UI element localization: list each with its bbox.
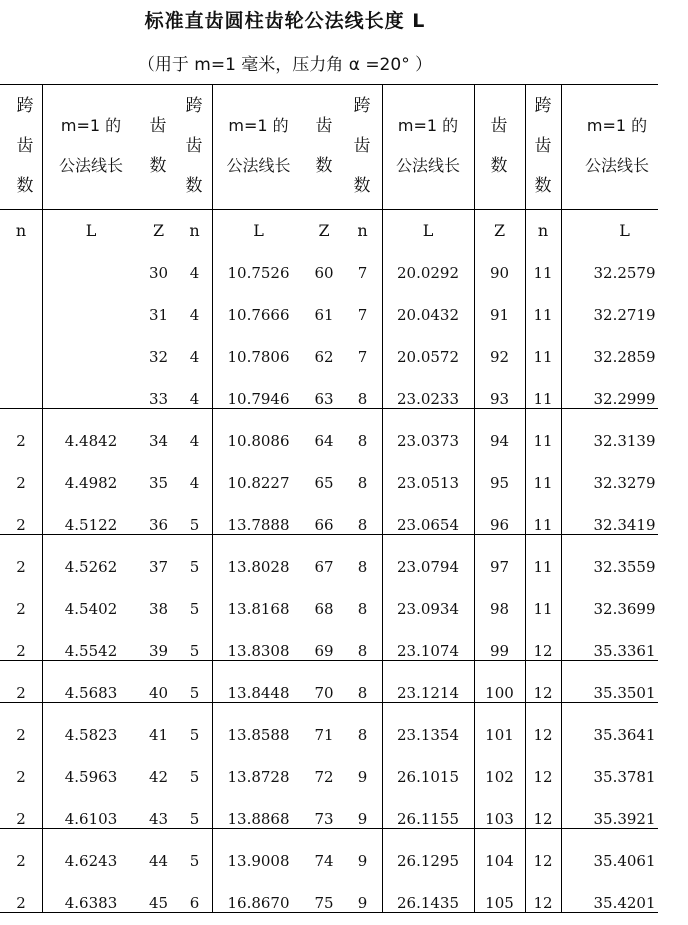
table-cell-teeth-z: 98 — [489, 600, 510, 618]
table-cell-length-l: 10.8227 — [227, 474, 290, 492]
header-span-teeth — [347, 86, 377, 206]
table-cell-length-l: 13.8868 — [227, 810, 290, 828]
table-cell-length-l: 10.7666 — [227, 306, 290, 324]
table-cell-length-l: 26.1295 — [396, 852, 460, 870]
table-cell-span-n: 11 — [533, 306, 553, 324]
table-cell-length-l: 23.0373 — [396, 432, 460, 450]
table-cell-length-l: 20.0432 — [396, 306, 460, 324]
table-cell-span-n: 4 — [189, 306, 200, 324]
table-cell-length-l: 32.3419 — [593, 516, 656, 534]
header-symbol: n — [357, 221, 368, 240]
table-cell-span-n: 2 — [16, 474, 26, 492]
table-cell-teeth-z: 90 — [489, 264, 510, 282]
table-cell-length-l: 35.3361 — [593, 642, 656, 660]
table-cell-length-l: 32.2579 — [593, 264, 656, 282]
table-cell-span-n: 5 — [189, 558, 200, 576]
header-char: 齿 — [185, 136, 203, 156]
table-cell-span-n: 2 — [16, 852, 26, 870]
table-cell-length-l: 32.2999 — [593, 390, 656, 408]
table-cell-length-l: 13.7888 — [227, 516, 290, 534]
table-cell-span-n: 11 — [533, 600, 553, 618]
table-cell-length-l: 32.2859 — [593, 348, 656, 366]
table-cell-span-n: 8 — [357, 516, 368, 534]
table-cell-length-l: 10.7946 — [227, 390, 290, 408]
header-line: m=1 的 — [60, 116, 122, 135]
table-cell-span-n: 2 — [16, 432, 26, 450]
table-cell-length-l: 35.3781 — [593, 768, 656, 786]
table-cell-teeth-z: 40 — [148, 684, 169, 702]
table-cell-span-n: 12 — [533, 852, 553, 870]
table-cell-length-l: 35.3501 — [593, 684, 656, 702]
table-cell-span-n: 12 — [533, 768, 553, 786]
table-cell-span-n — [0, 263, 42, 283]
table-cell-length-l: 4.4982 — [64, 474, 118, 492]
table-cell-teeth-z: 62 — [314, 348, 334, 366]
column-rule — [382, 84, 383, 912]
column-rule — [212, 84, 213, 912]
table-cell-span-n: 5 — [189, 516, 200, 534]
table-cell-span-n: 11 — [533, 558, 553, 576]
table-cell-span-n: 4 — [189, 432, 200, 450]
table-cell-teeth-z: 35 — [148, 474, 169, 492]
table-cell-length-l: 35.3641 — [593, 726, 656, 744]
table-cell-length-l: 20.0292 — [396, 264, 460, 282]
table-cell-length-l: 4.5402 — [64, 600, 118, 618]
table-cell-length-l: 35.4201 — [593, 894, 656, 912]
table-cell-span-n: 8 — [357, 432, 368, 450]
table-cell-span-n: 2 — [16, 684, 26, 702]
table-cell-span-n: 8 — [357, 600, 368, 618]
table-cell-span-n: 12 — [533, 726, 553, 744]
header-normal-length — [561, 106, 673, 186]
table-cell-span-n: 9 — [357, 768, 368, 786]
header-char: 跨 — [353, 96, 371, 116]
table-cell-teeth-z: 61 — [314, 306, 334, 324]
header-char: 跨 — [534, 96, 552, 116]
table-cell-teeth-z: 33 — [148, 390, 169, 408]
table-cell-span-n: 11 — [533, 432, 553, 450]
header-teeth — [479, 106, 519, 186]
table-cell-span-n: 4 — [189, 348, 200, 366]
table-cell-teeth-z: 103 — [485, 810, 514, 828]
table-cell-span-n: 2 — [16, 558, 26, 576]
table-cell-teeth-z: 93 — [489, 390, 510, 408]
table-cell-span-n: 2 — [16, 516, 26, 534]
header-normal-length — [212, 106, 305, 186]
table-cell-teeth-z: 92 — [489, 348, 510, 366]
table-cell-length-l: 32.3139 — [593, 432, 656, 450]
table-subtitle: （用于 m=1 毫米，压力角 α =20° ） — [137, 55, 433, 75]
header-char: 数 — [149, 156, 167, 176]
table-cell-length-l: 20.0572 — [396, 348, 460, 366]
table-cell-length-l: 26.1435 — [396, 894, 460, 912]
table-cell-span-n: 8 — [357, 726, 368, 744]
header-char: 齿 — [490, 116, 508, 136]
table-cell-span-n: 11 — [533, 348, 553, 366]
header-normal-length — [42, 106, 140, 186]
header-symbol: n — [189, 221, 200, 240]
header-char: 数 — [353, 176, 371, 196]
table-cell-length-l: 32.2719 — [593, 306, 656, 324]
table-cell-length-l: 35.3921 — [593, 810, 656, 828]
table-cell-teeth-z: 38 — [148, 600, 169, 618]
table-cell-span-n: 8 — [357, 474, 368, 492]
table-cell-teeth-z: 45 — [148, 894, 169, 912]
table-cell-length-l: 23.0934 — [396, 600, 460, 618]
header-symbol: n — [15, 221, 27, 240]
table-cell-span-n: 7 — [357, 306, 368, 324]
table-cell-span-n: 5 — [189, 684, 200, 702]
table-cell-length-l: 16.8670 — [227, 894, 290, 912]
header-teeth — [138, 106, 178, 186]
header-char: 跨 — [16, 96, 34, 116]
table-cell-teeth-z: 91 — [489, 306, 510, 324]
column-rule — [525, 84, 526, 912]
header-char: 齿 — [315, 116, 333, 136]
table-cell-span-n: 5 — [189, 600, 200, 618]
header-char: 齿 — [534, 136, 552, 156]
table-cell-teeth-z: 70 — [314, 684, 334, 702]
table-cell-teeth-z: 75 — [314, 894, 334, 912]
table-cell-span-n: 4 — [189, 264, 200, 282]
table-cell-length-l: 23.0233 — [396, 390, 460, 408]
table-cell-length-l: 23.1074 — [396, 642, 460, 660]
table-cell-teeth-z: 104 — [485, 852, 514, 870]
table-cell-span-n: 2 — [16, 642, 26, 660]
table-title: 标准直齿圆柱齿轮公法线长度 L — [144, 10, 426, 32]
table-cell-length-l: 13.9008 — [227, 852, 290, 870]
table-cell-span-n: 5 — [189, 852, 200, 870]
table-cell-span-n — [0, 305, 42, 325]
table-cell-span-n: 11 — [533, 264, 553, 282]
table-cell-teeth-z: 30 — [148, 264, 169, 282]
header-span-teeth — [179, 86, 209, 206]
table-cell-teeth-z: 32 — [148, 348, 169, 366]
table-cell-teeth-z: 68 — [314, 600, 334, 618]
header-char: 齿 — [353, 136, 371, 156]
table-cell-teeth-z: 44 — [148, 852, 169, 870]
table-cell-teeth-z: 67 — [314, 558, 334, 576]
table-cell-span-n: 4 — [189, 390, 200, 408]
table-cell-span-n: 11 — [533, 516, 553, 534]
table-cell-teeth-z: 94 — [489, 432, 510, 450]
table-cell-length-l: 26.1155 — [396, 810, 460, 828]
table-cell-span-n: 7 — [357, 348, 368, 366]
table-cell-span-n: 12 — [533, 684, 553, 702]
table-cell-length-l: 13.8448 — [227, 684, 290, 702]
table-cell-teeth-z: 42 — [148, 768, 169, 786]
table-cell-span-n: 8 — [357, 558, 368, 576]
table-cell-length-l: 32.3559 — [593, 558, 656, 576]
table-cell-length-l: 23.1214 — [396, 684, 460, 702]
table-cell-length-l: 4.4842 — [64, 432, 118, 450]
table-cell-span-n: 12 — [533, 642, 553, 660]
header-line: m=1 的 — [228, 116, 289, 135]
table-cell-length-l — [42, 389, 140, 409]
header-symbol: L — [422, 221, 434, 240]
header-char: 数 — [490, 156, 508, 176]
table-cell-span-n: 12 — [533, 810, 553, 828]
header-line: m=1 的 — [397, 116, 459, 135]
table-cell-teeth-z: 34 — [148, 432, 169, 450]
header-normal-length — [382, 106, 474, 186]
table-cell-teeth-z: 101 — [485, 726, 514, 744]
header-line: 公法线长 — [584, 156, 649, 175]
header-symbol: L — [85, 221, 97, 240]
table-cell-teeth-z: 74 — [314, 852, 334, 870]
table-cell-length-l: 13.8308 — [227, 642, 290, 660]
table-cell-span-n: 2 — [16, 894, 26, 912]
table-cell-teeth-z: 41 — [148, 726, 169, 744]
header-symbol: n — [537, 221, 549, 240]
table-cell-length-l: 32.3279 — [593, 474, 656, 492]
table-cell-teeth-z: 102 — [485, 768, 514, 786]
table-cell-length-l: 4.5122 — [64, 516, 118, 534]
header-teeth — [304, 106, 344, 186]
table-cell-span-n: 8 — [357, 684, 368, 702]
table-cell-teeth-z: 43 — [148, 810, 169, 828]
table-cell-span-n: 4 — [189, 474, 200, 492]
table-cell-teeth-z: 72 — [314, 768, 334, 786]
table-cell-span-n: 2 — [16, 810, 26, 828]
table-cell-span-n: 12 — [533, 894, 553, 912]
header-char: 齿 — [149, 116, 167, 136]
table-cell-teeth-z: 71 — [314, 726, 334, 744]
header-char: 跨 — [185, 96, 203, 116]
table-cell-teeth-z: 97 — [489, 558, 510, 576]
table-cell-length-l: 4.5542 — [64, 642, 118, 660]
table-cell-length-l: 10.8086 — [227, 432, 290, 450]
table-cell-span-n: 9 — [357, 852, 368, 870]
table-cell-length-l: 23.0513 — [396, 474, 460, 492]
table-cell-teeth-z: 73 — [314, 810, 334, 828]
table-cell-span-n — [0, 389, 42, 409]
table-cell-teeth-z: 39 — [148, 642, 169, 660]
table-cell-length-l: 10.7526 — [227, 264, 290, 282]
table-cell-length-l: 23.1354 — [396, 726, 460, 744]
table-cell-length-l: 4.6243 — [64, 852, 118, 870]
table-cell-length-l: 13.8728 — [227, 768, 290, 786]
table-cell-length-l — [42, 263, 140, 283]
top-rule — [0, 84, 658, 85]
header-symbol: L — [253, 221, 264, 240]
table-cell-length-l: 32.3699 — [593, 600, 656, 618]
table-cell-length-l: 4.5683 — [64, 684, 118, 702]
table-cell-length-l: 35.4061 — [593, 852, 656, 870]
table-cell-span-n: 8 — [357, 390, 368, 408]
header-char: 数 — [16, 176, 34, 196]
table-cell-span-n: 11 — [533, 474, 553, 492]
table-cell-length-l: 4.5262 — [64, 558, 118, 576]
table-cell-length-l — [42, 347, 140, 367]
table-cell-teeth-z: 99 — [489, 642, 510, 660]
table-cell-length-l: 13.8028 — [227, 558, 290, 576]
table-cell-span-n: 8 — [357, 642, 368, 660]
table-cell-span-n: 5 — [189, 642, 200, 660]
header-span-teeth — [10, 86, 40, 206]
table-cell-length-l: 4.5823 — [64, 726, 118, 744]
table-cell-span-n: 2 — [16, 768, 26, 786]
table-cell-span-n: 5 — [189, 810, 200, 828]
column-rule — [42, 84, 43, 912]
header-symbol: Z — [318, 221, 330, 240]
column-rule — [474, 84, 475, 912]
header-char: 数 — [185, 176, 203, 196]
table-cell-teeth-z: 96 — [489, 516, 510, 534]
table-cell-length-l: 4.6103 — [64, 810, 118, 828]
table-cell-length-l — [42, 305, 140, 325]
table-cell-teeth-z: 37 — [148, 558, 169, 576]
header-line: 公法线长 — [58, 156, 123, 175]
table-cell-span-n: 9 — [357, 894, 368, 912]
header-line: 公法线长 — [226, 156, 291, 175]
table-cell-span-n: 9 — [357, 810, 368, 828]
table-cell-span-n: 2 — [16, 726, 26, 744]
header-symbol: Z — [152, 221, 165, 240]
table-cell-span-n: 2 — [16, 600, 26, 618]
table-cell-length-l: 23.0794 — [396, 558, 460, 576]
header-line: 公法线长 — [395, 156, 460, 175]
table-cell-teeth-z: 36 — [148, 516, 169, 534]
table-cell-teeth-z: 100 — [485, 684, 514, 702]
table-cell-teeth-z: 105 — [485, 894, 514, 912]
table-cell-length-l: 23.0654 — [396, 516, 460, 534]
table-cell-span-n: 6 — [189, 894, 200, 912]
table-cell-span-n: 5 — [189, 768, 200, 786]
table-cell-length-l: 13.8588 — [227, 726, 290, 744]
table-cell-length-l: 13.8168 — [227, 600, 290, 618]
header-span-teeth — [528, 86, 558, 206]
table-cell-length-l: 4.6383 — [64, 894, 118, 912]
header-char: 数 — [534, 176, 552, 196]
table-cell-length-l: 4.5963 — [64, 768, 118, 786]
table-cell-teeth-z: 63 — [314, 390, 334, 408]
header-char: 数 — [315, 156, 333, 176]
table-cell-teeth-z: 69 — [314, 642, 334, 660]
table-cell-teeth-z: 60 — [314, 264, 334, 282]
table-cell-span-n: 5 — [189, 726, 200, 744]
table-cell-span-n: 7 — [357, 264, 368, 282]
header-line: m=1 的 — [586, 116, 648, 135]
table-cell-length-l: 10.7806 — [227, 348, 290, 366]
header-char: 齿 — [16, 136, 34, 156]
header-symbol: Z — [493, 221, 506, 240]
column-rule — [561, 84, 562, 912]
table-cell-teeth-z: 65 — [314, 474, 334, 492]
table-cell-length-l: 26.1015 — [396, 768, 460, 786]
table-cell-teeth-z: 64 — [314, 432, 334, 450]
header-rule — [0, 209, 658, 210]
header-symbol: L — [619, 221, 630, 240]
table-cell-teeth-z: 95 — [489, 474, 510, 492]
table-cell-teeth-z: 31 — [148, 306, 169, 324]
table-cell-span-n — [0, 347, 42, 367]
table-cell-teeth-z: 66 — [314, 516, 334, 534]
table-cell-span-n: 11 — [533, 390, 553, 408]
